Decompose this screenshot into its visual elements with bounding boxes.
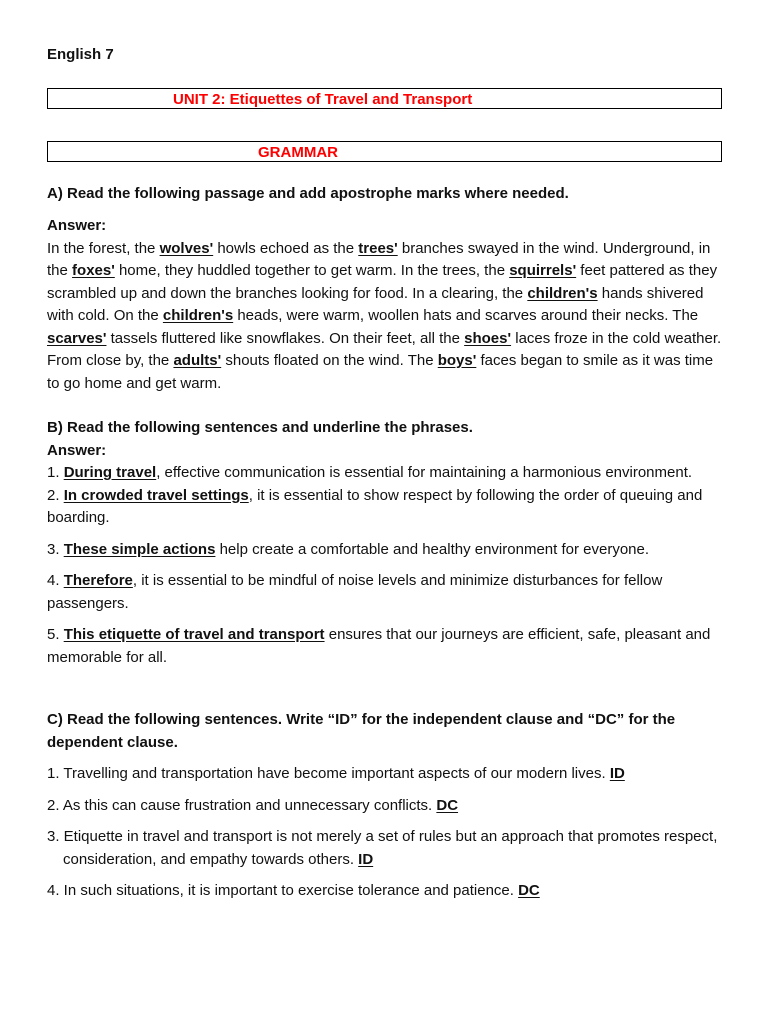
section-c-item: 2. As this can cause frustration and unnecessary conflicts. DC (47, 796, 459, 814)
document-page (47, 44, 722, 903)
underlined-phrase: This etiquette of travel and transport (63, 626, 325, 643)
clause-answer: ID (358, 850, 374, 868)
section-b-answer-label: Answer: (47, 441, 107, 459)
section-a-passage: In the forest, the wolves' howls echoed as the trees' branches swayed in the wind. Underground, in the foxes' home, they huddled together to get warm. In the trees, the squirrels' feet pattered as they scrambled up and down the branches looking for food. In a clearing, the children's hands shivered with cold. On the children's heads, were warm, woollen hats and scarves around their necks. The scarves' tassels fluttered like snowflakes. On their feet, all the shoes' laces froze in the cold weather. From close by, the adults' shouts floated on the wind. The boys' faces began to smile as it was time to go home and get warm. (47, 239, 722, 392)
course-title: English 7 (47, 46, 114, 63)
section-a-answer-label: Answer: (47, 217, 107, 234)
section-c-item: 1. Travelling and transportation have become important aspects of our modern lives. ID (47, 765, 625, 782)
apostrophe-word: squirrels' (509, 262, 577, 279)
apostrophe-word: children's (162, 307, 234, 324)
apostrophe-word: trees' (358, 239, 398, 257)
section-a-title: A) Read the following passage and add apostrophe marks where needed. (47, 184, 569, 202)
section-c-item: 4. In such situations, it is important to exercise tolerance and patience. DC (47, 882, 540, 899)
section-b-item: 1. During travel, effective communication is essential for maintaining a harmonious environment. (47, 464, 693, 481)
grammar-title: GRAMMAR (258, 143, 338, 161)
section-b-item: 4. Therefore, it is essential to be mindful of noise levels and minimize disturbances for fellow passengers. (47, 572, 663, 612)
unit-title-box (47, 88, 722, 109)
clause-answer: DC (436, 796, 459, 814)
underlined-phrase: These simple actions (63, 540, 216, 558)
underlined-phrase: Therefore (63, 572, 133, 589)
apostrophe-word: foxes' (72, 262, 115, 279)
apostrophe-word: scarves' (47, 329, 107, 347)
clause-answer: ID (609, 765, 625, 782)
section-c-title: C) Read the following sentences. Write “ID” for the independent clause and “DC” for the dependent clause. (47, 711, 676, 751)
apostrophe-word: wolves' (159, 239, 214, 257)
unit-title: UNIT 2: Etiquettes of Travel and Transport (173, 90, 473, 108)
apostrophe-word: shoes' (464, 329, 512, 347)
grammar-title-box (47, 141, 722, 162)
apostrophe-word: boys' (437, 352, 477, 369)
section-b-item: 5. This etiquette of travel and transport ensures that our journeys are efficient, safe, pleasant and memorable for all. (47, 626, 711, 666)
underlined-phrase: In crowded travel settings (63, 486, 249, 504)
apostrophe-word: children's (527, 284, 598, 302)
section-b-item: 3. These simple actions help create a comfortable and healthy environment for everyone. (47, 540, 650, 558)
section-c-item: 3. Etiquette in travel and transport is not merely a set of rules but an approach that promotes respect, consideration, and empathy towards others. ID (47, 828, 718, 868)
section-b-title: B) Read the following sentences and underline the phrases. (47, 419, 473, 436)
section-b-item: 2. In crowded travel settings, it is essential to show respect by following the order of queuing and boarding. (47, 486, 703, 526)
clause-answer: DC (518, 882, 540, 899)
underlined-phrase: During travel (63, 464, 157, 481)
apostrophe-word: adults' (173, 352, 222, 369)
